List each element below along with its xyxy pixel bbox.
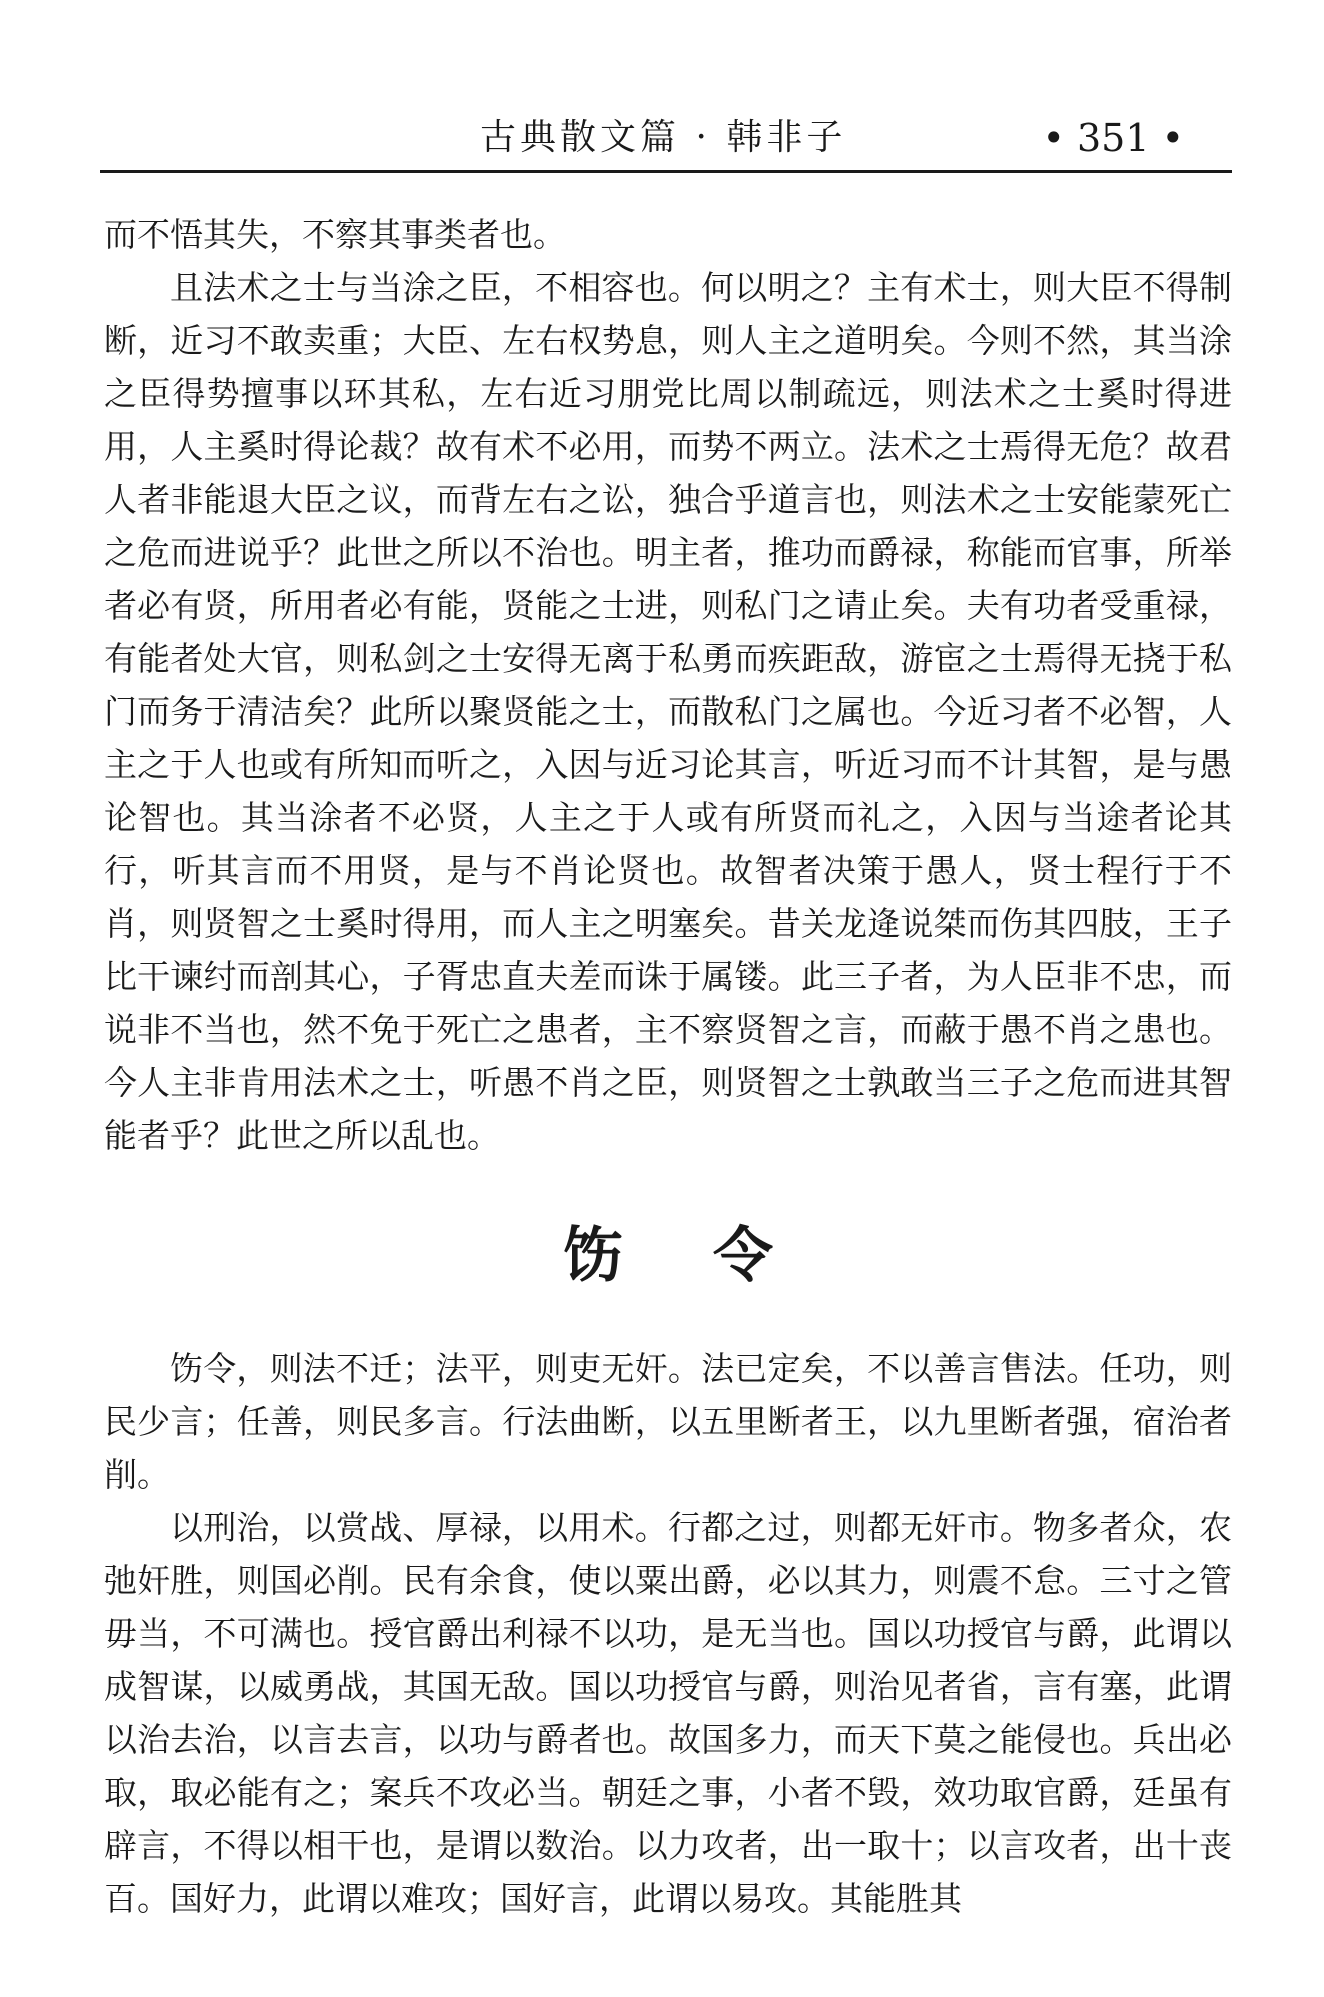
section-title: 饬令	[563, 1221, 863, 1291]
paragraph: 以刑治，以赏战、厚禄，以用术。行都之过，则都无奸市。物多者众，农弛奸胜，则国必削。民有余食，使以粟出爵，必以其力，则震不怠。三寸之管毋当，不可满也。授官爵出利禄不以功，是无当也。国以功授官与爵，此谓以成智谋，以威勇战，其国无敌。国以功授官与爵，则治见者省，言有塞，此谓以治去治，以言去言，以功与爵者也。故国多力，而天下莫之能侵也。兵出必取，取必能有之；案兵不攻必当。朝廷之事，小者不毁，效功取官爵，廷虽有辟言，不得以相干也，是谓以数治。以力攻者，出一取十；以言攻者，出十丧百。国好力，此谓以难攻；国好言，此谓以易攻。其能胜其	[104, 1508, 1232, 1918]
paragraph: 饬令，则法不迁；法平，则吏无奸。法已定矣，不以善言售法。任功，则民少言；任善，则民多言。行法曲断，以五里断者王，以九里断者强，宿治者削。	[104, 1349, 1232, 1494]
page-number: • 351 •	[1042, 116, 1184, 160]
running-title: 古典散文篇 · 韩非子	[480, 117, 847, 158]
header-rule	[100, 170, 1232, 173]
running-head	[100, 108, 1232, 168]
paragraph-continuation: 而不悟其失，不察其事类者也。	[104, 215, 566, 254]
paragraph: 且法术之士与当涂之臣，不相容也。何以明之？主有术士，则大臣不得制断，近习不敢卖重；大臣、左右权势息，则人主之道明矣。今则不然，其当涂之臣得势擅事以环其私，左右近习朋党比周以制疏远，则法术之士奚时得进用，人主奚时得论裁？故有术不必用，而势不两立。法术之士焉得无危？故君人者非能退大臣之议，而背左右之讼，独合乎道言也，则法术之士安能蒙死亡之危而进说乎？此世之所以不治也。明主者，推功而爵禄，称能而官事，所举者必有贤，所用者必有能，贤能之士进，则私门之请止矣。夫有功者受重禄，有能者处大官，则私剑之士安得无离于私勇而疾距敌，游宦之士焉得无挠于私门而务于清洁矣？此所以聚贤能之士，而散私门之属也。今近习者不必智，人主之于人也或有所知而听之，入因与近习论其言，听近习而不计其智，是与愚论智也。其当涂者不必贤，人主之于人或有所贤而礼之，入因与当途者论其行，听其言而不用贤，是与不肖论贤也。故智者决策于愚人，贤士程行于不肖，则贤智之士奚时得用，而人主之明塞矣。昔关龙逄说桀而伤其四肢，王子比干谏纣而剖其心，子胥忠直夫差而诛于属镂。此三子者，为人臣非不忠，而说非不当也，然不免于死亡之患者，主不察贤智之言，而蔽于愚不肖之患也。今人主非肯用法术之士，听愚不肖之臣，则贤智之士孰敢当三子之危而进其智能者乎？此世之所以乱也。	[104, 268, 1232, 1155]
body-text	[104, 208, 1232, 1925]
